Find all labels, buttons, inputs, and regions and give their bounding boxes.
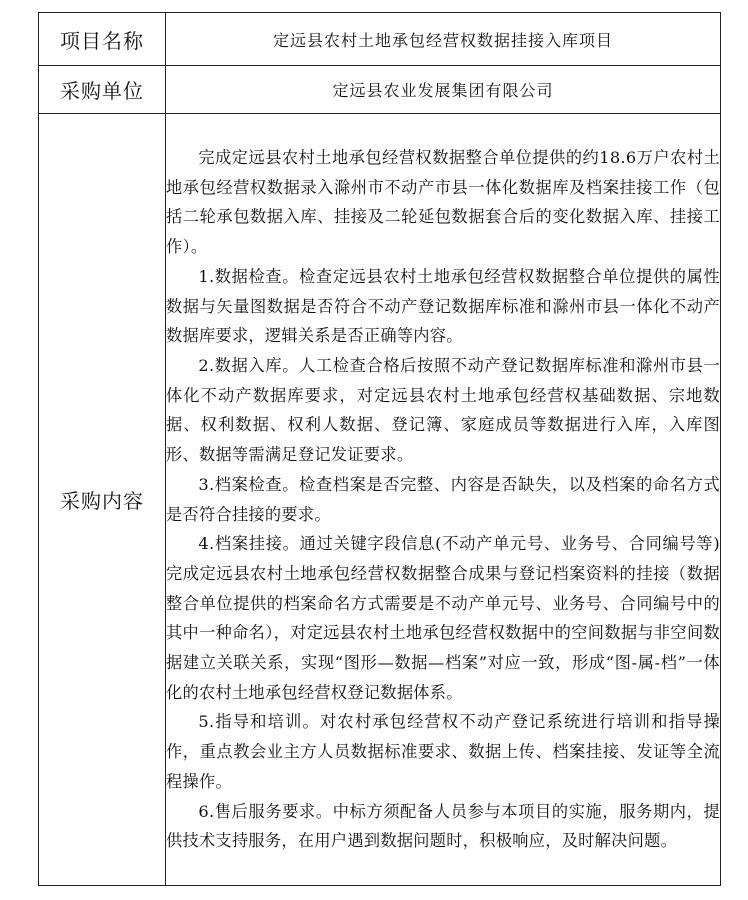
content-paragraph-intro: 完成定远县农村土地承包经营权数据整合单位提供的约18.6万户农村土地承包经营权数据录入滁州市不动产市县一体化数据库及档案挂接工作（包括二轮承包数据入库、挂接及二轮延包数据套合后的变化数据入库、挂接工作）。 (166, 148, 720, 257)
content-row (39, 114, 721, 886)
content-label: 采购内容 (39, 114, 166, 886)
content-paragraph-data-entry: 2.数据入库。人工检查合格后按照不动产登记数据库标准和滁州市县一体化不动产数据库要求，对定远县农村土地承包经营权基础数据、宗地数据、权利数据、权利人数据、登记簿、家庭成员等数据进行入库，入库图形、数据等需满足登记发证要求。 (166, 355, 720, 465)
procurement-table (38, 12, 721, 886)
content-paragraph-archive-check: 3.档案检查。检查档案是否完整、内容是否缺失，以及档案的命名方式是否符合挂接的要求。 (166, 474, 720, 524)
project-name-row (39, 13, 721, 66)
content-paragraph-after-sales: 6.售后服务要求。中标方须配备人员参与本项目的实施，服务期内，提供技术支持服务，在用户遇到数据问题时，积极响应，及时解决问题。 (166, 801, 720, 851)
purchaser-label: 采购单位 (39, 66, 166, 114)
project-name-value: 定远县农村土地承包经营权数据挂接入库项目 (166, 13, 721, 66)
content-paragraph-training: 5.指导和培训。对农村承包经营权不动产登记系统进行培训和指导操作，重点教会业主方人员数据标准要求、数据上传、档案挂接、发证等全流程操作。 (166, 712, 720, 791)
content-paragraph-archive-linking: 4.档案挂接。通过关键字段信息(不动产单元号、业务号、合同编号等)完成定远县农村土地承包经营权数据整合成果与登记档案资料的挂接（数据整合单位提供的档案命名方式需要是不动产单元号、业务号、合同编号中的其中一种命名），对定远县农村土地承包经营权数据中的空间数据与非空间数据建立关联关系，实现“图形—数据—档案”对应一致，形成“图-属-档”一体化的农村土地承包经营权登记数据体系。 (166, 534, 720, 702)
project-name-label: 项目名称 (39, 13, 166, 66)
content-cell (166, 114, 721, 886)
content-paragraph-data-check: 1.数据检查。检查定远县农村土地承包经营权数据整合单位提供的属性数据与矢量图数据是否符合不动产登记数据库标准和滁州市县一体化不动产数据库要求，逻辑关系是否正确等内容。 (166, 266, 720, 346)
purchaser-value: 定远县农业发展集团有限公司 (166, 66, 721, 114)
purchaser-row (39, 66, 721, 114)
